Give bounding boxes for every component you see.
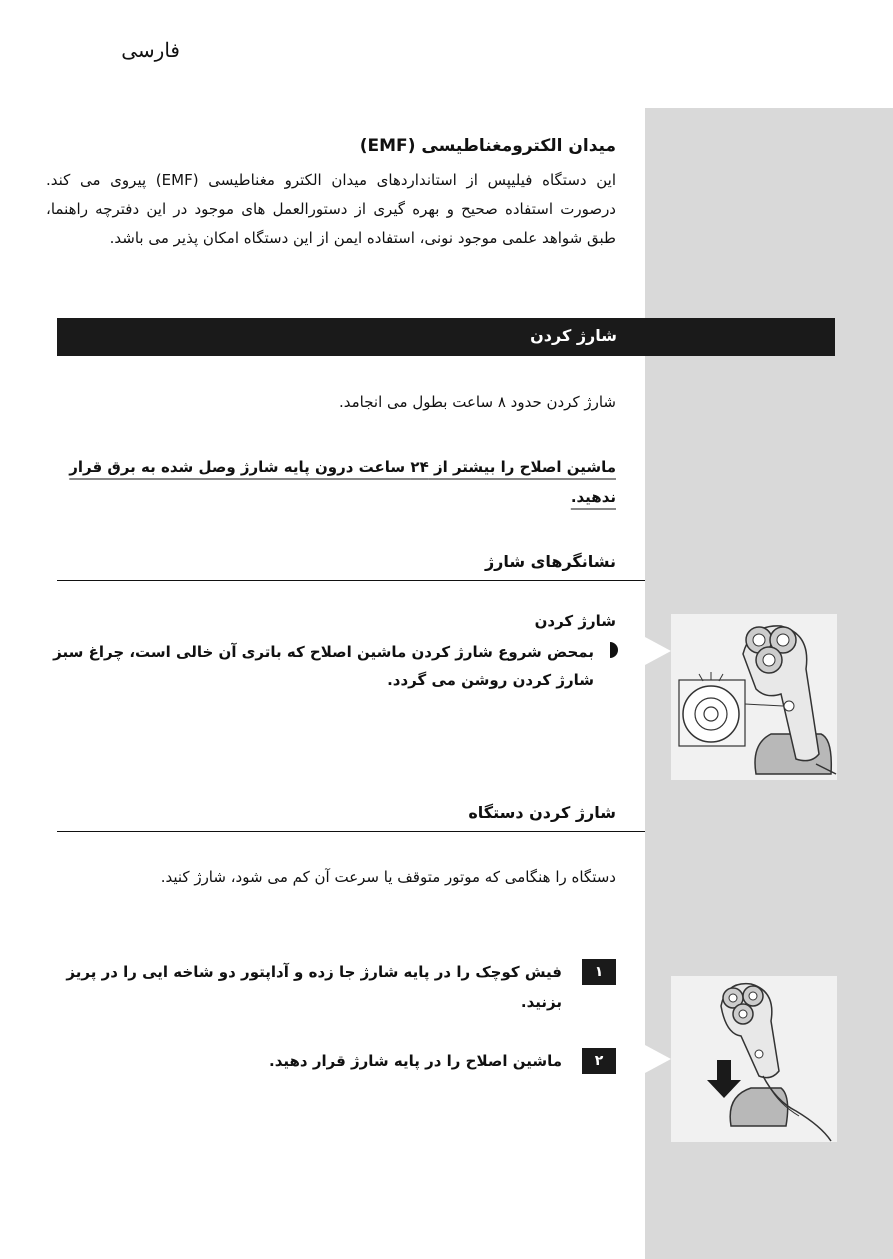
charging-warning-text: ماشین اصلاح را بیشتر از ۲۴ ساعت درون پایه شارژ وصل شده به برق قرار ندهید. (69, 458, 616, 506)
device-charging-heading: شارژ کردن دستگاه (468, 803, 616, 822)
shaver-placement-figure (671, 976, 837, 1142)
divider (57, 580, 645, 581)
step-number: ۱ (582, 959, 616, 985)
figure-pointer (645, 1045, 671, 1073)
charging-section-bar (57, 318, 835, 356)
emf-body: این دستگاه فیلیپس از استانداردهای میدان الکترو مغناطیسی (EMF) پیروی می کند. درصورت استفاده صحیح و بهره گیری از دستورالعمل های موجود در این دفترچه راهنما، طبق شواهد علمی موجود نونی، استفاده ایمن از این دستگاه امکان پذیر می باشد. (46, 171, 617, 247)
indicators-heading: نشانگرهای شارژ (484, 552, 616, 571)
charging-heading: شارژ کردن (530, 326, 617, 345)
indicators-label: شارژ کردن (534, 612, 616, 630)
step-number: ۲ (582, 1048, 616, 1074)
shaver-placement-illustration (671, 976, 837, 1142)
emf-title: میدان الکترومغناطیسی (EMF) (359, 136, 616, 156)
shaver-indicator-illustration (671, 614, 837, 780)
shaver-indicator-figure (671, 614, 837, 780)
indicator-bullet-text: بمحض شروع شارژ کردن ماشین اصلاح که باتری آن خالی است، چراغ سبز شارژ کردن روشن می گردد. (53, 643, 594, 689)
language-label: فارسی (121, 38, 180, 62)
device-charging-intro: دستگاه را هنگامی که موتور متوقف یا سرعت آن کم می شود، شارژ کنید. (160, 868, 616, 886)
step-text: ماشین اصلاح را در پایه شارژ قرار دهید. (269, 1052, 562, 1070)
charging-warning (56, 452, 616, 512)
charging-duration: شارژ کردن حدود ۸ ساعت بطول می انجامد. (338, 393, 616, 411)
indicator-bullet (46, 638, 616, 694)
step-1 (46, 957, 616, 1017)
figure-pointer (645, 637, 671, 665)
arrow-down-icon (707, 1060, 741, 1098)
divider (57, 831, 645, 832)
step-text: فیش کوچک را در پایه شارژ جا زده و آداپتور دو شاخه ایی را در پریز بزنید. (66, 963, 562, 1011)
step-2 (46, 1046, 616, 1076)
